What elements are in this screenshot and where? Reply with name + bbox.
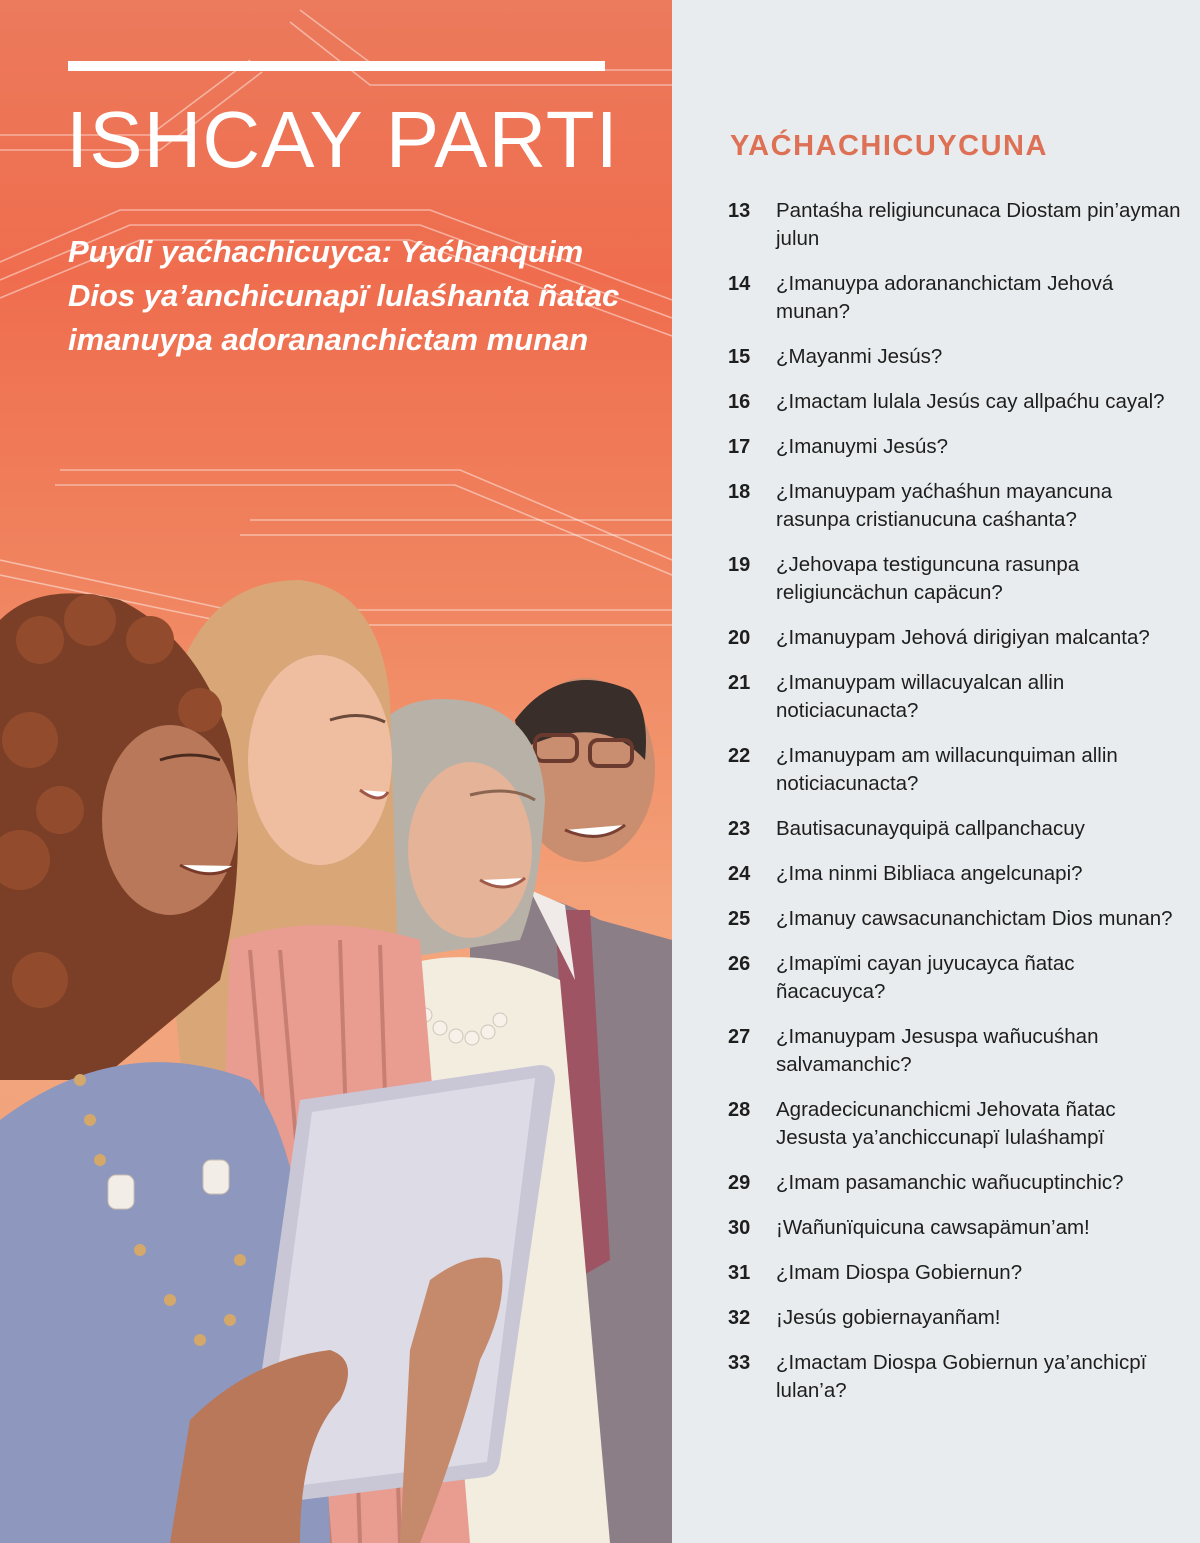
lesson-title: ¿Imanuymi Jesús? — [776, 435, 949, 458]
lesson-number: 21 — [728, 672, 751, 694]
list-item[interactable] — [728, 1169, 1188, 1197]
list-item[interactable] — [728, 669, 1188, 725]
list-item[interactable] — [728, 388, 1188, 416]
lesson-number: 27 — [728, 1026, 751, 1048]
lesson-title: Bautisacunayquipä callpanchacuy — [776, 817, 1085, 840]
lesson-title: ¿Imapïmi cayan juyucayca ñatac ñacacuyca? — [776, 952, 1075, 1003]
lesson-number: 30 — [728, 1217, 751, 1239]
lesson-title: ¿Ima ninmi Bibliaca angelcunapi? — [776, 862, 1083, 885]
contents-panel — [672, 0, 1200, 1543]
lesson-number: 25 — [728, 908, 751, 930]
lesson-title: ¿Imanuypam willacuyalcan allin noticiacunacta? — [776, 671, 1065, 722]
lesson-number: 23 — [728, 818, 751, 840]
lesson-title: ¿Imam pasamanchic wañucuptinchic? — [776, 1171, 1124, 1194]
lesson-title: ¿Imanuypam am willacunquiman allin noticiacunacta? — [776, 744, 1118, 795]
list-item[interactable] — [728, 551, 1188, 607]
lesson-title: Agradecicunanchicmi Jehovata ñatac Jesusta ya’anchiccunapï lulaśhampï — [776, 1098, 1116, 1149]
list-item[interactable] — [728, 270, 1188, 326]
list-item[interactable] — [728, 1304, 1188, 1332]
lesson-number: 28 — [728, 1099, 751, 1121]
lesson-number: 22 — [728, 745, 751, 767]
lesson-number: 26 — [728, 953, 751, 975]
lesson-number: 32 — [728, 1307, 751, 1329]
lesson-title: ¿Imanuypam Jehová dirigiyan malcanta? — [776, 626, 1150, 649]
lesson-number: 14 — [728, 273, 751, 295]
list-item[interactable] — [728, 905, 1188, 933]
lesson-title: ¿Imanuypa adorananchictam Jehová munan? — [776, 272, 1114, 323]
lesson-title: ¡Jesús gobiernayanñam! — [776, 1306, 1001, 1329]
lesson-title: ¿Imactam lulala Jesús cay allpaćhu cayal? — [776, 390, 1165, 413]
list-item[interactable] — [728, 860, 1188, 888]
lesson-title: ¿Imanuy cawsacunanchictam Dios munan? — [776, 907, 1173, 930]
list-item[interactable] — [728, 950, 1188, 1006]
lesson-title: ¡Wañunïquicuna cawsapämun’am! — [776, 1216, 1090, 1239]
lesson-number: 20 — [728, 627, 751, 649]
contents-heading: YAĆHACHICUYCUNA — [730, 130, 1048, 162]
list-item[interactable] — [728, 1023, 1188, 1079]
lesson-title: ¿Jehovapa testiguncuna rasunpa religiuncächun capäcun? — [776, 553, 1080, 604]
list-item[interactable] — [728, 478, 1188, 534]
list-item[interactable] — [728, 433, 1188, 461]
page-subtitle: Puydi yaćhachicuyca: Yaćhanquim Dios ya’anchicunapï lulaśhanta ñatac imanuypa adorananchictam munan — [68, 234, 620, 357]
lesson-number: 24 — [728, 863, 751, 885]
lesson-title: ¿Mayanmi Jesús? — [776, 345, 943, 368]
lesson-number: 15 — [728, 346, 751, 368]
list-item[interactable] — [728, 197, 1188, 253]
list-item[interactable] — [728, 1096, 1188, 1152]
lesson-number: 33 — [728, 1352, 751, 1374]
list-item[interactable] — [728, 624, 1188, 652]
page-title: ISHCAY PARTI — [66, 95, 619, 184]
list-item[interactable] — [728, 1349, 1188, 1405]
contents-list — [728, 197, 1188, 1422]
lesson-number: 13 — [728, 200, 751, 222]
lesson-number: 16 — [728, 391, 751, 413]
lesson-title: ¿Imanuypam Jesuspa wañucuśhan salvamanchic? — [776, 1025, 1099, 1076]
title-rule — [68, 61, 605, 71]
list-item[interactable] — [728, 1259, 1188, 1287]
lesson-title: ¿Imanuypam yaćhaśhun mayancuna rasunpa cristianucuna caśhanta? — [776, 480, 1113, 531]
lesson-title: ¿Imactam Diospa Gobiernun ya’anchicpï lulan’a? — [776, 1351, 1147, 1402]
lesson-number: 18 — [728, 481, 751, 503]
list-item[interactable] — [728, 1214, 1188, 1242]
lesson-number: 19 — [728, 554, 751, 576]
lesson-number: 29 — [728, 1172, 751, 1194]
people-illustration — [0, 560, 672, 1543]
lesson-title: ¿Imam Diospa Gobiernun? — [776, 1261, 1023, 1284]
list-item[interactable] — [728, 343, 1188, 371]
lesson-number: 31 — [728, 1262, 751, 1284]
list-item[interactable] — [728, 815, 1188, 843]
lesson-number: 17 — [728, 436, 751, 458]
list-item[interactable] — [728, 742, 1188, 798]
lesson-title: Pantaśha religiuncunaca Diostam pin’ayman julun — [776, 199, 1181, 250]
